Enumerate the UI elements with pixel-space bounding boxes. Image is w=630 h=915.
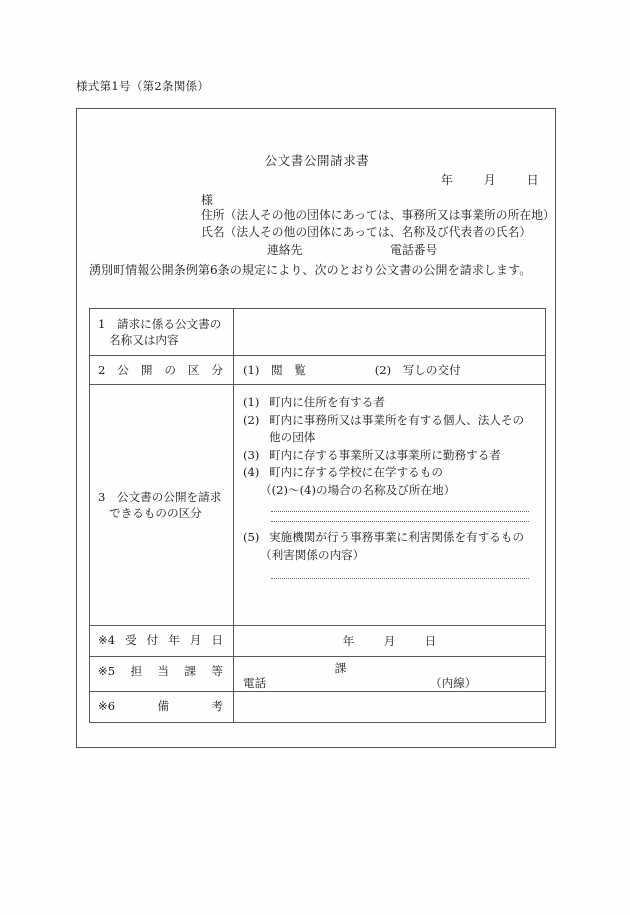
row4-label-char-5: 日 [211,633,223,647]
row2-label-char-3: の [164,363,176,377]
eligibility-item-4-num: (4) [243,465,260,479]
eligibility-item-2-text: 町内に事務所又は事業所を有する個人、法人その [269,412,525,427]
row3-label-cell [90,385,234,626]
row2-value-cell [234,356,546,385]
row3-label-text [98,489,221,521]
request-statement: 湧別町情報公開条例第6条の規定により、次のとおり公文書の公開を請求します。 [89,263,532,277]
form-outer-frame [76,108,556,748]
row4-label-char-4: 月 [189,633,202,647]
eligibility-item-3[interactable] [243,447,535,465]
eligibility-item-4-text: 町内に存する学校に在学するもの [269,465,443,479]
table-row-disclosure-type [90,356,546,385]
row3-value-cell [234,385,546,626]
row6-value-cell[interactable] [234,692,546,723]
disclosure-type-choices [234,356,545,384]
row5-label-text [90,657,233,685]
eligibility-item-1-num: (1) [243,395,260,409]
row6-label-cell [90,692,234,723]
eligibility-items [234,385,545,587]
submission-date-line [441,171,539,188]
eligibility-item-5-note: （利害関係の内容） [260,547,365,562]
row2-label-char-2: 開 [140,363,153,377]
row4-label-char-2: 付 [146,633,159,647]
department-phone-label: 電話 [243,676,267,690]
row1-label-line2: 名称又は内容 [109,333,179,347]
date-year-label: 年 [440,173,454,187]
row2-label-char-5: 分 [211,363,223,377]
choice-copy-delivery[interactable]: (2) 写しの交付 [374,363,461,377]
table-row-document-name [90,309,546,356]
row2-label-char-1: 公 [117,363,129,377]
row2-label-cell [90,356,234,385]
addressee-suffix: 様 [201,193,214,207]
applicant-name-label: 氏名（法人その他の団体にあっては、名称及び代表者の氏名） [201,225,532,239]
eligibility-item-1-text: 町内に住所を有する者 [269,395,385,409]
row2-label-char-0: 2 [98,363,106,377]
eligibility-item-5[interactable] [243,529,535,547]
eligibility-item-4-note: （(2)～(4)の場合の名称及び所在地） [260,482,456,497]
row3-label-line2: できるものの区分 [109,506,202,520]
table-row-receipt-date [90,626,546,657]
remarks-value [234,692,545,706]
row5-label-cell [90,657,234,692]
form-number-heading: 様式第1号（第2条関係） [76,79,210,93]
row5-label-char-3: 課 [184,664,196,678]
row1-label-text [90,309,233,355]
eligibility-item-5-text: 実施機関が行う事務事業に利害関係を有するもの [269,530,525,544]
date-day-label: 日 [526,173,539,187]
receipt-date-line [234,626,545,656]
table-row-remarks [90,692,546,723]
row5-label-char-2: 当 [157,664,170,678]
eligibility-item-1[interactable] [243,394,535,412]
row4-label-char-0: ※4 [98,633,116,647]
row4-label-char-1: 受 [125,633,137,647]
phone-number-label: 電話番号 [390,243,438,257]
row2-label-char-4: 区 [187,363,200,377]
eligibility-item-3-num: (3) [243,447,260,462]
receipt-date-day: 日 [424,634,437,648]
request-form-table [89,308,546,723]
receipt-date-month: 月 [383,634,396,648]
row6-label-char-2: 考 [211,699,223,713]
row4-label-cell [90,626,234,657]
eligibility-item-2-cont: 他の団体 [269,430,316,444]
row1-label-cell [90,309,234,356]
table-row-department [90,657,546,692]
row1-value-text [234,309,545,323]
contact-label: 連絡先 [267,243,303,257]
row5-label-char-0: ※5 [98,664,116,678]
row6-label-char-0: ※6 [98,699,116,713]
row1-label-line1: 1 請求に係る公文書の [98,317,222,331]
row3-label-line1: 3 公文書の公開を請求 [98,490,222,504]
section-label: 課 [334,661,347,675]
contact-row [267,241,437,258]
receipt-date-year: 年 [342,634,355,648]
row5-value-cell[interactable] [234,657,546,692]
row5-label-char-4: 等 [211,664,223,678]
eligibility-item-2-num: (2) [243,412,260,427]
eligibility-item-2[interactable] [243,412,535,430]
choice-inspection[interactable]: (1) 閲 覧 [243,363,306,377]
row4-label-char-3: 年 [168,633,180,647]
eligibility-write-line-2[interactable] [271,521,529,522]
eligibility-item-3-text: 町内に存する事業所又は事業所に勤務する者 [269,447,501,462]
date-month-label: 月 [483,173,497,187]
row4-value-cell[interactable] [234,626,546,657]
document-title: 公文書公開請求書 [264,153,370,168]
row6-label-text [90,692,233,720]
table-row-eligibility [90,385,546,626]
applicant-info-block [201,207,555,241]
department-extension-label: （内線） [430,676,477,690]
row6-label-char-1: 備 [157,699,170,713]
eligibility-write-line-3[interactable] [271,578,529,579]
row1-value-cell[interactable] [234,309,546,356]
row2-label-text [90,356,233,384]
eligibility-item-5-num: (5) [243,530,260,544]
eligibility-item-4[interactable] [243,464,535,482]
row4-label-text [90,626,233,654]
eligibility-write-line-1[interactable] [271,511,529,512]
department-fields [234,657,545,691]
applicant-address-label: 住所（法人その他の団体にあっては、事務所又は事業所の所在地） [201,208,555,222]
row5-label-char-1: 担 [130,664,143,678]
